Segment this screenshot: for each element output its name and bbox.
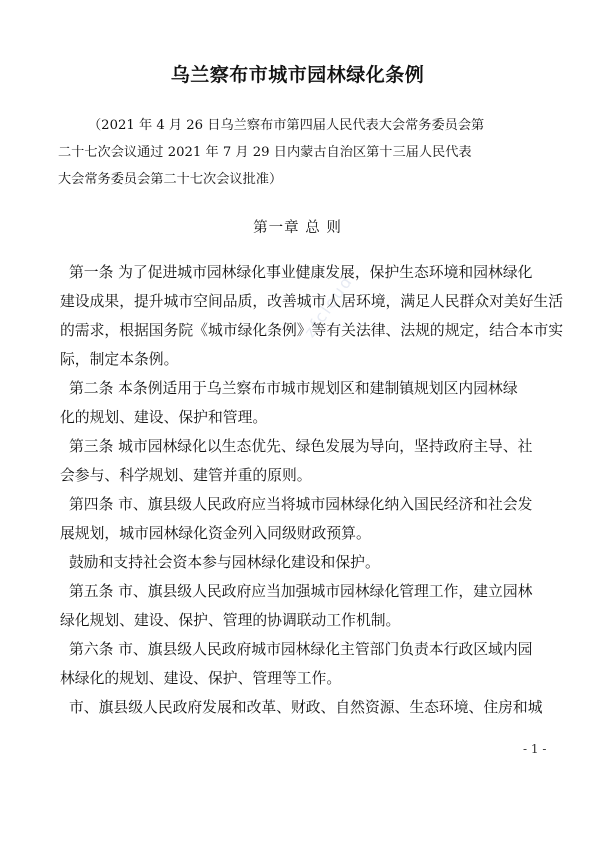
body-line: 的需求，根据国务院《城市绿化条例》等有关法律、法规的规定，结合本市实	[60, 322, 564, 339]
body-line: 第二条 本条例适用于乌兰察布市城市规划区和建制镇规划区内园林绿	[69, 380, 518, 397]
body-line: 会参与、科学规划、建管并重的原则。	[60, 467, 312, 484]
document-title: 乌兰察布市城市园林绿化条例	[170, 64, 425, 86]
body-line: 第四条 市、旗县级人民政府应当将城市园林绿化纳入国民经济和社会发	[69, 496, 533, 513]
preamble	[58, 112, 548, 193]
body-line: 第六条 市、旗县级人民政府城市园林绿化主管部门负责本行政区域内园	[69, 641, 533, 658]
chapter-heading: 第一章 总 则	[253, 220, 342, 236]
watermark: zfcloud	[300, 271, 357, 341]
page-number: - 1 -	[523, 742, 547, 756]
body-line: 市、旗县级人民政府发展和改革、财政、自然资源、生态环境、住房和城	[69, 699, 543, 716]
body-line: 鼓励和支持社会资本参与园林绿化建设和保护。	[69, 554, 380, 571]
preamble-line: 二十七次会议通过 2021 年 7 月 29 日内蒙古自治区第十三届人民代表	[58, 145, 472, 160]
body-line: 绿化规划、建设、保护、管理的协调联动工作机制。	[60, 612, 401, 629]
body-line: 第五条 市、旗县级人民政府应当加强城市园林绿化管理工作，建立园林	[69, 583, 533, 600]
body-line: 第三条 城市园林绿化以生态优先、绿色发展为导向，坚持政府主导、社	[69, 438, 533, 455]
body-line: 第一条 为了促进城市园林绿化事业健康发展，保护生态环境和园林绿化	[69, 264, 533, 281]
body-line: 林绿化的规划、建设、保护、管理等工作。	[60, 670, 342, 687]
preamble-line: 大会常务委员会第二十七次会议批准）	[58, 172, 283, 187]
body-line: 建设成果，提升城市空间品质，改善城市人居环境，满足人民群众对美好生活	[60, 293, 564, 310]
body-line: 展规划，城市园林绿化资金列入同级财政预算。	[60, 525, 371, 542]
body-line: 化的规划、建设、保护和管理。	[60, 409, 268, 426]
preamble-line: （2021 年 4 月 26 日乌兰察布市第四届人民代表大会常务委员会第	[88, 118, 485, 133]
body-line: 际，制定本条例。	[60, 351, 179, 368]
